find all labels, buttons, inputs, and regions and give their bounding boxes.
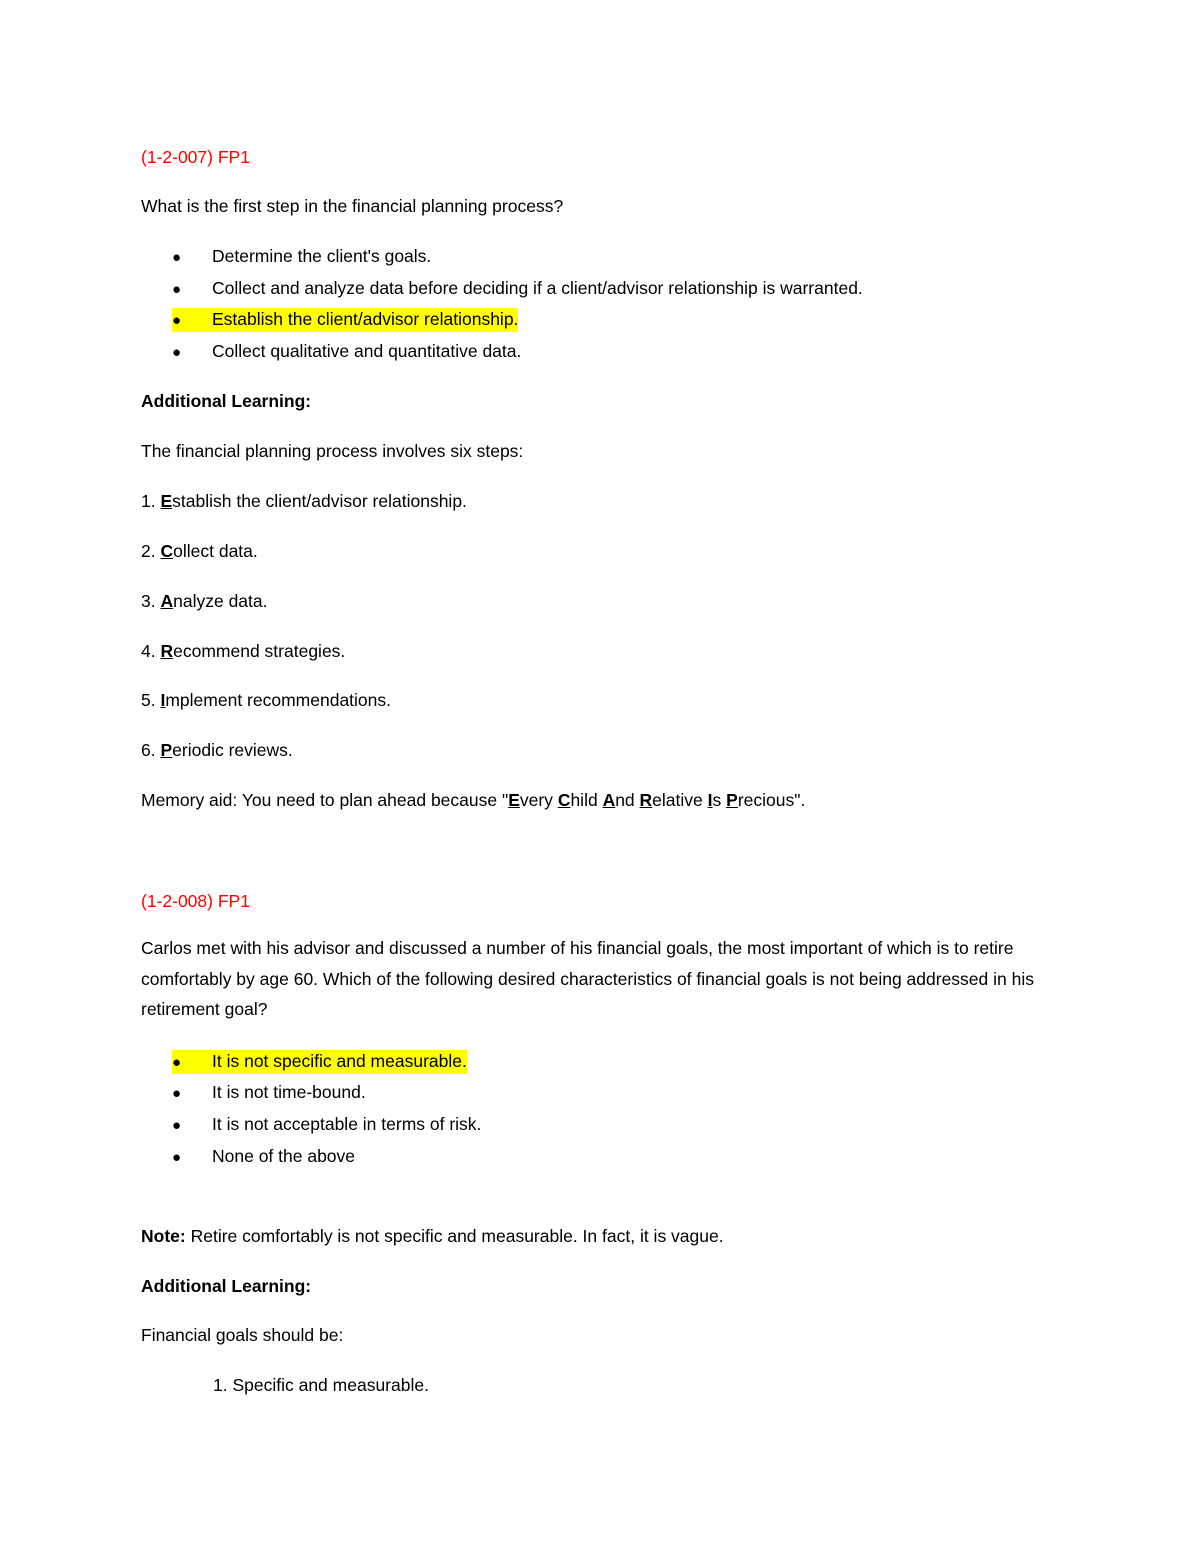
bullet-icon: ● <box>172 1054 182 1071</box>
answer-option-correct: ● It is not specific and measurable. <box>172 1050 467 1074</box>
step-item: 4. Recommend strategies. <box>141 641 346 661</box>
step-item: 6. Periodic reviews. <box>141 740 293 760</box>
question-text: What is the first step in the financial planning process? <box>141 196 564 216</box>
bullet-icon: ● <box>172 281 182 298</box>
bullet-icon: ● <box>172 1085 182 1102</box>
answer-option: ● Collect qualitative and quantitative data. <box>172 340 521 364</box>
answer-option: ● Determine the client's goals. <box>172 245 431 269</box>
step-item: 3. Analyze data. <box>141 591 268 611</box>
steps-intro: The financial planning process involves six steps: <box>141 441 524 461</box>
additional-learning-heading: Additional Learning: <box>141 391 312 411</box>
answer-option: ● It is not time-bound. <box>172 1081 366 1105</box>
bullet-icon: ● <box>172 1149 182 1166</box>
question-text: Carlos met with his advisor and discussed a number of his financial goals, the most important of which is to retire comfortably by age 60. Which of the following desired characteristics of financial goals is not being addressed in his retirement goal? <box>141 938 1034 1019</box>
answer-option: ● None of the above <box>172 1145 355 1169</box>
note: Note: Retire comfortably is not specific and measurable. In fact, it is vague. <box>141 1226 724 1246</box>
bullet-icon: ● <box>172 249 182 266</box>
answer-option: ● It is not acceptable in terms of risk. <box>172 1113 481 1137</box>
memory-aid: Memory aid: You need to plan ahead because "Every Child And Relative Is Precious". <box>141 790 806 810</box>
question-id: (1-2-007) FP1 <box>141 147 250 167</box>
goals-intro: Financial goals should be: <box>141 1325 344 1345</box>
answer-option: ● Collect and analyze data before deciding if a client/advisor relationship is warranted. <box>172 277 863 301</box>
additional-learning-heading: Additional Learning: <box>141 1276 312 1296</box>
question-id: (1-2-008) FP1 <box>141 891 250 911</box>
bullet-icon: ● <box>172 312 182 329</box>
bullet-icon: ● <box>172 1117 182 1134</box>
bullet-icon: ● <box>172 344 182 361</box>
answer-option-correct: ● Establish the client/advisor relationship. <box>172 308 518 332</box>
step-item: 1. Establish the client/advisor relationship. <box>141 491 467 511</box>
step-item: 2. Collect data. <box>141 541 258 561</box>
goal-item: 1. Specific and measurable. <box>213 1375 429 1395</box>
step-item: 5. Implement recommendations. <box>141 690 392 710</box>
